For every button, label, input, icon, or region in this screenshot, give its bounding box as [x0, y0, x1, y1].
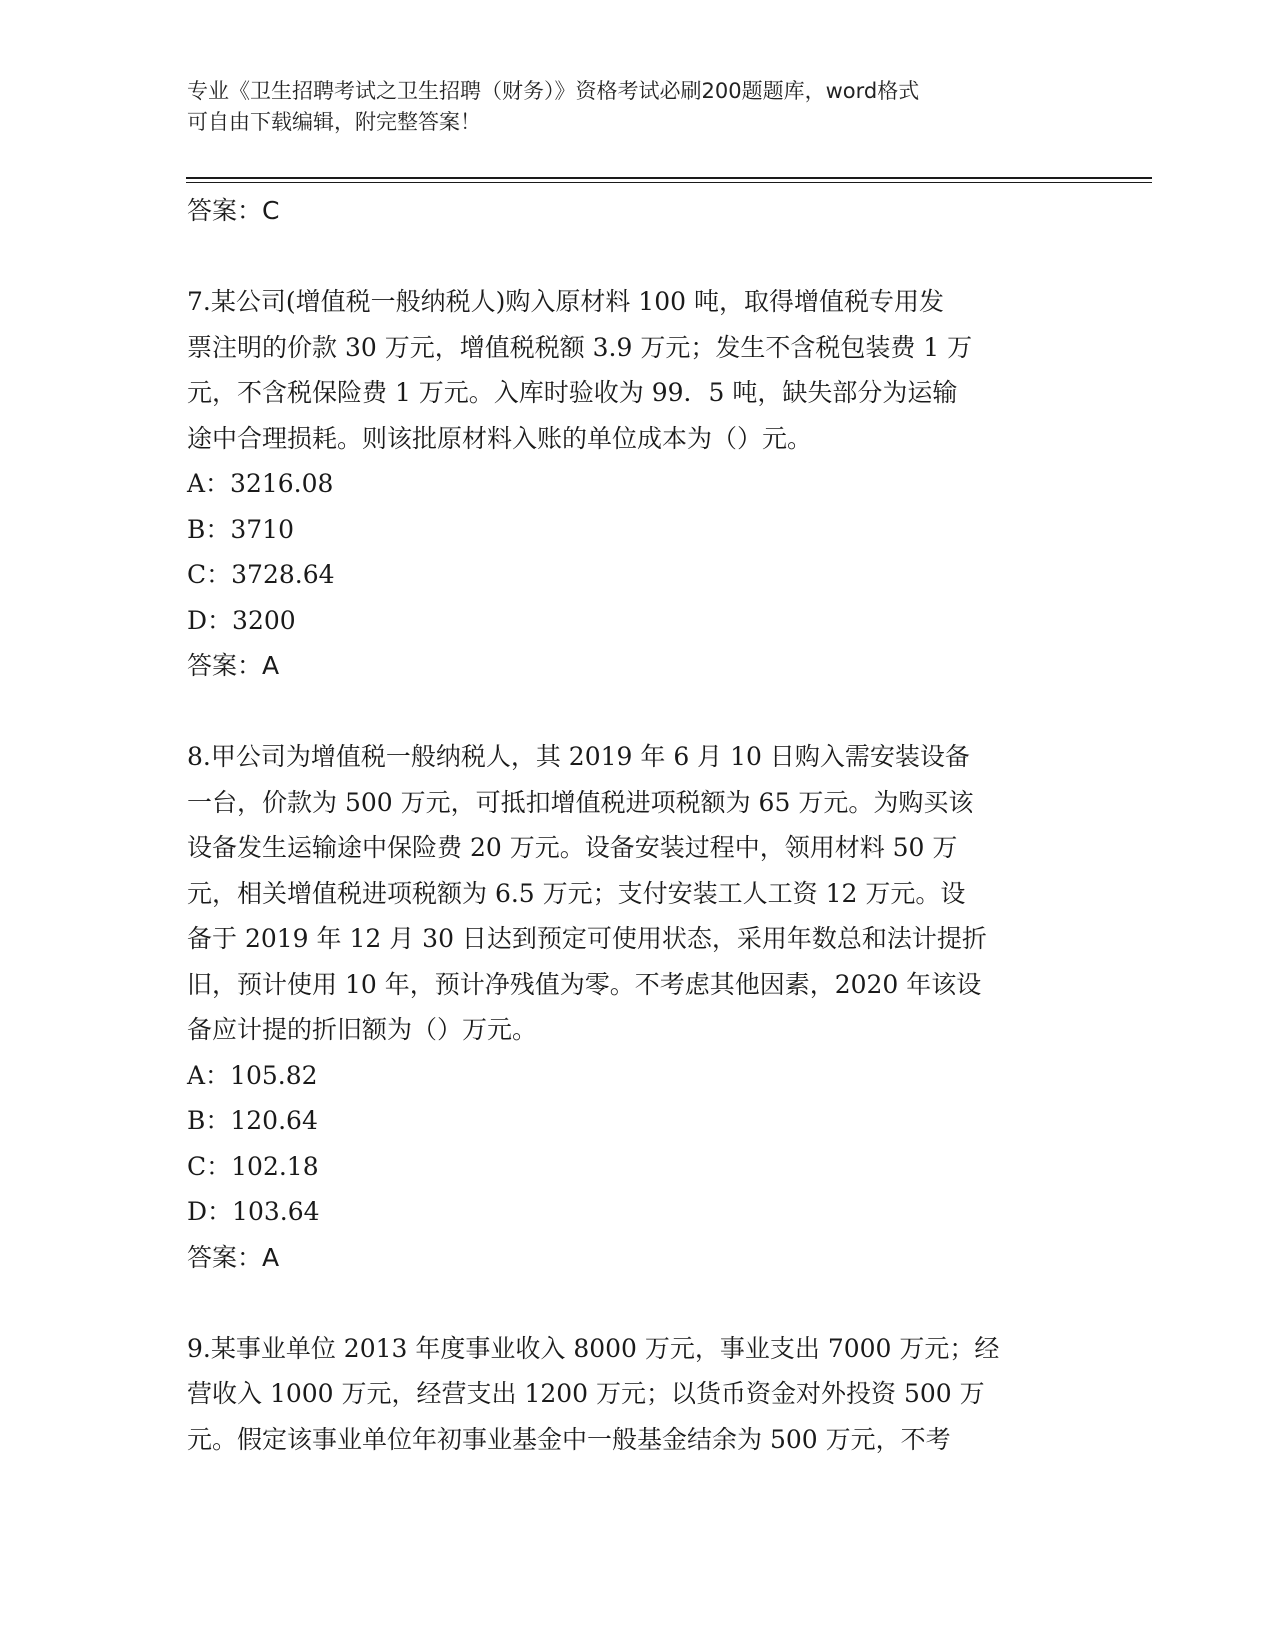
- spacer: [187, 234, 1087, 280]
- question-8-option-d: D：103.64: [187, 1197, 320, 1226]
- question-9-line: 元。假定该事业单位年初事业基金中一般基金结余为 500 万元，不考: [187, 1424, 951, 1454]
- question-8-answer: 答案：A: [187, 1242, 280, 1272]
- document-body: [187, 188, 1087, 1462]
- question-8-line: 8.甲公司为增值税一般纳税人，其 2019 年 6 月 10 日购入需安装设备: [187, 742, 970, 771]
- question-7-line: 途中合理损耗。则该批原材料入账的单位成本为（）元。: [187, 423, 813, 453]
- spacer: [187, 689, 1087, 735]
- question-7-option-a: A：3216.08: [187, 469, 334, 498]
- question-7-line: 元，不含税保险费 1 万元。入库时验收为 99．5 吨，缺失部分为运输: [187, 378, 958, 407]
- question-9: [187, 1326, 1087, 1463]
- question-7-line: 7.某公司(增值税一般纳税人)购入原材料 100 吨，取得增值税专用发: [187, 287, 944, 316]
- question-8-option-c: C：102.18: [187, 1151, 319, 1181]
- question-8-line: 元，相关增值税进项税额为 6.5 万元；支付安装工人工资 12 万元。设: [187, 878, 966, 908]
- header-divider-thin: [186, 182, 1152, 183]
- question-8-option-b: B：120.64: [187, 1106, 318, 1135]
- question-8-line: 设备发生运输途中保险费 20 万元。设备安装过程中，领用材料 50 万: [187, 833, 958, 862]
- question-9-line: 营收入 1000 万元，经营支出 1200 万元；以货币资金对外投资 500 万: [187, 1379, 985, 1408]
- question-7-line: 票注明的价款 30 万元，增值税税额 3.9 万元；发生不含税包装费 1 万: [187, 332, 973, 362]
- question-7-option-d: D：3200: [187, 605, 296, 635]
- header-divider-thick: [186, 177, 1152, 179]
- question-9-line: 9.某事业单位 2013 年度事业收入 8000 万元，事业支出 7000 万元；经: [187, 1333, 1000, 1363]
- question-8-line: 一台，价款为 500 万元，可抵扣增值税进项税额为 65 万元。为购买该: [187, 787, 974, 817]
- header-line-1: 专业《卫生招聘考试之卫生招聘（财务）》资格考试必刷200题题库，word格式: [187, 79, 920, 103]
- question-7-option-b: B：3710: [187, 514, 294, 544]
- previous-answer: 答案：C: [187, 196, 280, 225]
- question-8-line: 旧，预计使用 10 年，预计净残值为零。不考虑其他因素，2020 年该设: [187, 969, 982, 999]
- question-7: [187, 279, 1087, 689]
- question-8-option-a: A：105.82: [187, 1060, 318, 1090]
- question-8-line: 备应计提的折旧额为（）万元。: [187, 1015, 538, 1044]
- question-8: [187, 734, 1087, 1280]
- header-line-2: 可自由下载编辑，附完整答案！: [187, 110, 481, 134]
- question-7-option-c: C：3728.64: [187, 560, 335, 589]
- spacer: [187, 1280, 1087, 1326]
- document-header: [187, 76, 1067, 138]
- question-8-line: 备于 2019 年 12 月 30 日达到预定可使用状态，采用年数总和法计提折: [187, 924, 987, 953]
- question-7-answer: 答案：A: [187, 651, 280, 680]
